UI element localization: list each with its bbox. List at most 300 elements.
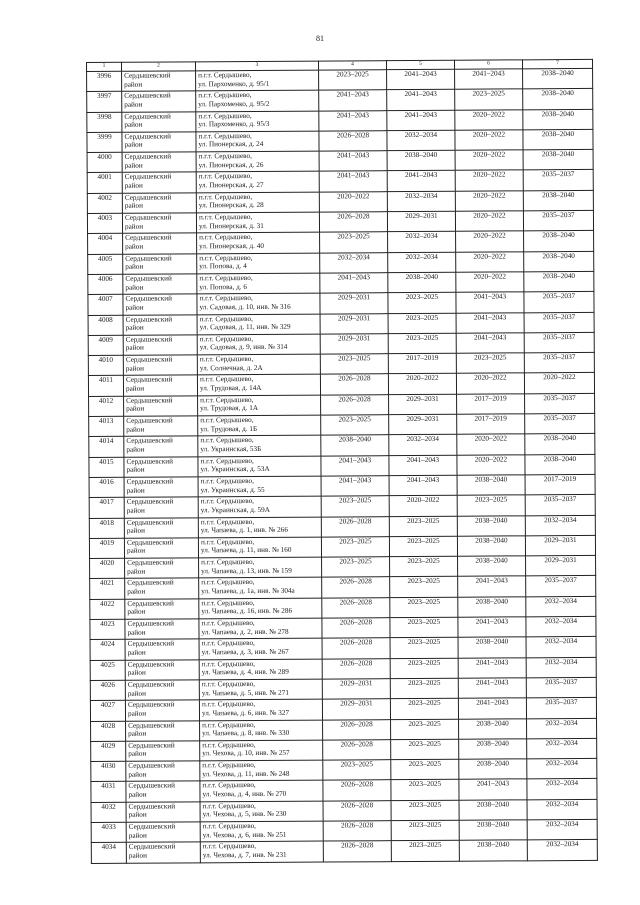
- address-street: ул. Чехова, д. 6, инв. № 251: [202, 830, 287, 839]
- district-cell: [123, 375, 197, 396]
- address-cell: [200, 801, 323, 822]
- period-cell-p4: 2026–2028: [320, 374, 388, 395]
- address-cell: [199, 557, 322, 578]
- row-number-cell: 4001: [87, 173, 122, 194]
- period-cell-p4: 2041–2043: [319, 171, 387, 192]
- period-cell-p7: 2038–2040: [523, 129, 593, 150]
- district-cell: [123, 294, 197, 315]
- period-cell-p6: 2038–2040: [458, 597, 526, 618]
- period-cell-p7: 2032–2034: [526, 616, 596, 637]
- period-cell-p5: 2023–2025: [391, 759, 459, 780]
- period-cell-p4: 2023–2025: [319, 70, 387, 91]
- address-cell: [200, 720, 323, 741]
- district-type: район: [126, 547, 146, 556]
- period-cell-p7: 2035–2037: [525, 495, 595, 516]
- page-number: 81: [316, 34, 324, 43]
- address-cell: [199, 618, 322, 639]
- column-header: 2: [122, 62, 196, 71]
- period-cell-p4: 2026–2028: [322, 658, 390, 679]
- row-number-cell: 4003: [87, 213, 122, 234]
- address-locality: п.г.т. Сердышево,: [201, 659, 255, 668]
- district-type: район: [125, 303, 144, 312]
- address-cell: [200, 821, 323, 842]
- district-cell: [123, 274, 197, 295]
- period-cell-p5: 2023–2025: [391, 739, 459, 760]
- period-cell-p7: 2017–2019: [525, 474, 595, 495]
- table-body: [87, 68, 598, 863]
- row-number-cell: 4022: [90, 599, 125, 620]
- address-locality: п.г.т. Сердышево,: [198, 131, 252, 141]
- column-header: 1: [87, 62, 122, 71]
- district-type: район: [128, 831, 147, 840]
- period-cell-p5: 2020–2022: [388, 374, 456, 395]
- address-cell: [200, 740, 323, 761]
- column-header: 7: [522, 59, 592, 68]
- period-cell-p7: 2038–2040: [525, 454, 595, 475]
- address-locality: п.г.т. Сердышево,: [202, 761, 256, 770]
- row-number-cell: 4026: [90, 680, 125, 701]
- district-name: Сердышевский: [128, 741, 175, 750]
- period-cell-p6: 2020–2022: [457, 454, 525, 475]
- district-name: Сердышевский: [125, 315, 173, 324]
- period-cell-p7: 2035–2037: [526, 576, 596, 597]
- period-cell-p7: 2035–2037: [523, 210, 593, 231]
- address-cell: [198, 415, 321, 436]
- period-cell-p6: 2038–2040: [459, 739, 527, 760]
- address-cell: [199, 699, 322, 720]
- period-cell-p6: 2023–2025: [456, 353, 524, 374]
- district-cell: [126, 842, 200, 863]
- district-type: район: [127, 587, 146, 596]
- address-street: ул. Чехова, д. 10, инв. № 257: [202, 749, 290, 758]
- district-cell: [122, 172, 196, 193]
- district-cell: [125, 558, 199, 579]
- address-cell: [196, 70, 319, 91]
- period-cell-p7: 2032–2034: [527, 718, 597, 739]
- district-name: Сердышевский: [126, 497, 174, 506]
- row-number-cell: 4014: [89, 437, 124, 458]
- address-cell: [198, 517, 321, 538]
- period-cell-p7: 2038–2040: [523, 190, 593, 211]
- address-street: ул. Чехова, д. 4, инв. № 270: [202, 789, 287, 799]
- row-number-cell: 4018: [89, 518, 124, 539]
- period-cell-p6: 2020–2022: [455, 211, 523, 232]
- district-name: Сердышевский: [126, 396, 173, 405]
- period-cell-p5: 2023–2025: [390, 617, 458, 638]
- row-number-cell: 4030: [91, 761, 126, 782]
- district-cell: [124, 416, 198, 437]
- district-type: район: [127, 709, 147, 718]
- period-cell-p4: 2026–2028: [323, 780, 391, 801]
- row-number-cell: 3997: [87, 92, 122, 113]
- address-street: ул. Чехова, д. 11, инв. № 248: [202, 769, 290, 778]
- address-locality: п.г.т. Сердышево,: [198, 111, 252, 120]
- period-cell-p5: 2032–2034: [387, 191, 455, 212]
- period-cell-p4: 2026–2028: [319, 131, 387, 152]
- period-cell-p7: 2032–2034: [525, 515, 595, 536]
- period-cell-p7: 2035–2037: [523, 170, 593, 191]
- period-cell-p6: 2038–2040: [457, 536, 525, 557]
- address-cell: [196, 131, 319, 152]
- period-cell-p5: 2023–2025: [390, 678, 458, 699]
- address-cell: [198, 456, 321, 477]
- period-cell-p5: 2041–2043: [387, 69, 455, 90]
- address-street: ул. Чапаева, д. 8, инв. № 330: [202, 728, 290, 738]
- district-cell: [122, 132, 196, 153]
- period-cell-p4: 2026–2028: [323, 841, 391, 862]
- address-cell: [197, 232, 320, 253]
- address-locality: п.г.т. Сердышево,: [199, 314, 253, 323]
- district-type: район: [125, 344, 144, 353]
- district-name: Сердышевский: [125, 375, 173, 385]
- period-cell-p6: 2038–2040: [459, 759, 527, 780]
- period-cell-p6: 2020–2022: [455, 191, 523, 212]
- district-type: район: [125, 262, 144, 272]
- row-number-cell: 3996: [87, 71, 122, 92]
- address-street: ул. Пионерская, д. 24: [198, 140, 264, 149]
- period-cell-p4: 2041–2043: [319, 90, 387, 111]
- period-cell-p5: 2023–2025: [391, 841, 459, 862]
- address-street: ул. Пионерская, д. 40: [199, 241, 264, 251]
- period-cell-p7: 2035–2037: [526, 698, 596, 719]
- address-cell: [198, 476, 321, 497]
- period-cell-p5: 2023–2025: [388, 313, 456, 334]
- district-name: Сердышевский: [124, 132, 171, 141]
- period-cell-p4: 2026–2028: [323, 821, 391, 842]
- address-street: ул. Чапаева, д. 4, инв. № 289: [201, 667, 289, 677]
- period-cell-p5: 2023–2025: [389, 536, 457, 557]
- period-cell-p5: 2020–2022: [389, 495, 457, 516]
- row-number-cell: 4025: [90, 660, 125, 681]
- district-type: район: [125, 384, 145, 393]
- address-cell: [196, 90, 319, 111]
- district-type: район: [125, 323, 144, 332]
- row-number-cell: 4009: [88, 335, 123, 356]
- address-cell: [196, 111, 319, 132]
- district-type: район: [125, 283, 144, 292]
- period-cell-p6: 2020–2022: [456, 373, 524, 394]
- address-cell: [196, 192, 319, 213]
- row-number-cell: 3998: [87, 112, 122, 133]
- period-cell-p5: 2023–2025: [391, 800, 459, 821]
- district-cell: [124, 517, 198, 538]
- address-locality: п.г.т. Сердышево,: [201, 639, 255, 648]
- district-type: район: [127, 689, 146, 698]
- address-street: ул. Пионерская, д. 28: [198, 201, 264, 210]
- address-locality: п.г.т. Сердышево,: [199, 334, 254, 344]
- district-type: район: [128, 729, 147, 738]
- district-name: Сердышевский: [128, 720, 175, 730]
- district-name: Сердышевский: [128, 842, 176, 852]
- period-cell-p5: 2041–2043: [387, 90, 455, 111]
- period-cell-p6: 2041–2043: [458, 678, 526, 699]
- district-type: район: [127, 628, 146, 637]
- row-number-cell: 4007: [88, 295, 123, 316]
- period-cell-p5: 2023–2025: [390, 658, 458, 679]
- period-cell-p6: 2041–2043: [458, 698, 526, 719]
- address-locality: п.г.т. Сердышево,: [199, 375, 254, 384]
- address-cell: [197, 293, 320, 314]
- period-cell-p7: 2035–2037: [525, 393, 595, 414]
- district-type: район: [128, 750, 147, 759]
- period-cell-p6: 2020–2022: [455, 109, 523, 130]
- period-cell-p7: 2038–2040: [525, 434, 595, 455]
- period-cell-p6: 2041–2043: [459, 779, 527, 800]
- period-cell-p6: 2023–2025: [457, 495, 525, 516]
- row-number-cell: 4010: [88, 355, 123, 376]
- period-cell-p4: 2041–2043: [321, 455, 389, 476]
- period-cell-p5: 2023–2025: [389, 516, 457, 537]
- address-locality: п.г.т. Сердышево,: [198, 213, 253, 222]
- period-cell-p5: 2023–2025: [391, 780, 459, 801]
- address-locality: п.г.т. Сердышево,: [202, 821, 256, 831]
- address-locality: п.г.т. Сердышево,: [201, 618, 255, 628]
- address-locality: п.г.т. Сердышево,: [201, 578, 255, 587]
- period-cell-p5: 2023–2025: [390, 577, 458, 598]
- address-cell: [196, 151, 319, 172]
- period-cell-p5: 2032–2034: [387, 130, 455, 151]
- address-street: ул. Попова, д. 4: [199, 262, 247, 271]
- district-cell: [125, 680, 199, 701]
- address-street: ул. Чапаева, д. 16, инв. № 286: [201, 607, 293, 616]
- district-type: район: [124, 141, 143, 150]
- address-street: ул. Трудовая, д. 1А: [200, 404, 259, 413]
- district-cell: [126, 741, 200, 762]
- period-cell-p4: 2023–2025: [320, 232, 388, 253]
- district-name: Сердышевский: [124, 112, 171, 121]
- address-locality: п.г.т. Сердышево,: [200, 456, 254, 465]
- district-type: район: [127, 607, 146, 617]
- row-number-cell: 4031: [91, 782, 126, 803]
- district-name: Сердышевский: [127, 660, 175, 669]
- district-name: Сердышевский: [125, 254, 172, 263]
- district-cell: [123, 355, 197, 376]
- district-name: Сердышевский: [126, 477, 174, 486]
- address-street: ул. Садовая, д. 9, инв. № 314: [199, 343, 288, 352]
- address-locality: п.г.т. Сердышево,: [202, 801, 256, 810]
- district-name: Сердышевский: [124, 172, 172, 182]
- district-cell: [126, 802, 200, 823]
- district-cell: [124, 477, 198, 498]
- district-cell: [123, 314, 197, 335]
- district-cell: [122, 193, 196, 214]
- period-cell-p5: 2041–2043: [387, 171, 455, 192]
- period-cell-p7: 2032–2034: [527, 758, 597, 779]
- row-number-cell: 4016: [89, 477, 124, 498]
- period-cell-p4: 2020–2022: [319, 191, 387, 212]
- period-cell-p7: 2038–2040: [524, 251, 594, 272]
- period-cell-p5: 2023–2025: [390, 556, 458, 577]
- period-cell-p7: 2038–2040: [523, 150, 593, 171]
- address-locality: п.г.т. Сердышево,: [202, 781, 256, 790]
- period-cell-p5: 2041–2043: [389, 475, 457, 496]
- period-cell-p4: 2041–2043: [320, 273, 388, 294]
- district-name: Сердышевский: [127, 619, 174, 628]
- district-type: район: [126, 404, 145, 414]
- period-cell-p7: 2032–2034: [527, 799, 597, 820]
- district-type: район: [125, 364, 144, 373]
- district-type: район: [128, 851, 147, 860]
- period-cell-p6: 2020–2022: [457, 434, 525, 455]
- address-cell: [200, 760, 323, 781]
- row-number-cell: 4011: [88, 376, 123, 397]
- period-cell-p4: 2029–2031: [320, 293, 388, 314]
- address-cell: [199, 577, 322, 598]
- address-street: ул. Пархоменко, д. 95/2: [198, 99, 270, 109]
- period-cell-p4: 2029–2031: [322, 679, 390, 700]
- district-type: район: [127, 668, 146, 677]
- district-cell: [126, 761, 200, 782]
- district-type: район: [124, 161, 143, 170]
- period-cell-p7: 2035–2037: [524, 332, 594, 353]
- district-name: Сердышевский: [125, 294, 172, 304]
- address-street: ул. Чапаева, д. 11, инв. № 160: [200, 546, 292, 555]
- row-number-cell: 4002: [87, 193, 122, 214]
- period-cell-p4: 2023–2025: [321, 496, 389, 517]
- district-cell: [124, 436, 198, 457]
- column-header: 4: [318, 61, 386, 70]
- period-cell-p4: 2023–2025: [321, 536, 389, 557]
- period-cell-p5: 2023–2025: [390, 597, 458, 618]
- district-cell: [125, 619, 199, 640]
- address-street: ул. Пионерская, д. 27: [198, 180, 264, 190]
- address-locality: п.г.т. Сердышево,: [200, 436, 254, 445]
- period-cell-p4: 2029–2031: [320, 313, 388, 334]
- address-locality: п.г.т. Сердышево,: [201, 700, 256, 709]
- period-cell-p5: 2032–2034: [388, 232, 456, 253]
- row-number-cell: 4017: [89, 498, 124, 519]
- period-cell-p7: 2035–2037: [524, 353, 594, 374]
- address-cell: [198, 496, 321, 517]
- address-street: ул. Украинская, д. 53А: [200, 465, 270, 474]
- table-row: [91, 840, 597, 863]
- period-cell-p4: 2041–2043: [321, 476, 389, 497]
- address-street: ул. Пархоменко, д. 95/1: [198, 79, 270, 88]
- address-street: ул. Пионерская, д. 31: [198, 221, 264, 230]
- district-cell: [125, 659, 199, 680]
- period-cell-p7: 2038–2040: [523, 68, 593, 89]
- address-street: ул. Чапаева, д. 6, инв. № 327: [201, 708, 290, 718]
- period-cell-p4: 2026–2028: [323, 800, 391, 821]
- district-cell: [124, 456, 198, 477]
- district-cell: [125, 639, 199, 660]
- period-cell-p4: 2026–2028: [323, 719, 391, 740]
- period-cell-p6: 2038–2040: [457, 475, 525, 496]
- row-number-cell: 4008: [88, 315, 123, 336]
- period-cell-p7: 2038–2040: [523, 109, 593, 130]
- period-cell-p6: 2020–2022: [456, 252, 524, 273]
- district-name: Сердышевский: [124, 193, 172, 202]
- period-cell-p6: 2017–2019: [457, 394, 525, 415]
- district-type: район: [126, 526, 145, 535]
- row-number-cell: 4029: [91, 741, 126, 762]
- period-cell-p7: 2038–2040: [524, 231, 594, 252]
- address-street: ул. Пионерская, д. 26: [198, 160, 264, 170]
- district-cell: [123, 233, 197, 254]
- district-name: Сердышевский: [128, 802, 176, 811]
- address-cell: [200, 841, 323, 862]
- address-street: ул. Трудовая, д. 14А: [199, 383, 262, 393]
- period-cell-p4: 2026–2028: [319, 212, 387, 233]
- district-cell: [126, 720, 200, 741]
- period-cell-p7: 2038–2040: [524, 271, 594, 292]
- address-locality: п.г.т. Сердышево,: [200, 395, 254, 405]
- address-cell: [199, 638, 322, 659]
- address-cell: [198, 395, 321, 416]
- district-name: Сердышевский: [127, 599, 174, 608]
- district-name: Сердышевский: [125, 355, 173, 364]
- district-cell: [125, 578, 199, 599]
- period-cell-p5: 2029–2031: [389, 394, 457, 415]
- period-cell-p7: 2032–2034: [526, 596, 596, 617]
- address-locality: п.г.т. Сердышево,: [200, 416, 254, 425]
- period-cell-p6: 2041–2043: [458, 617, 526, 638]
- address-cell: [198, 537, 321, 558]
- period-cell-p4: 2032–2034: [320, 252, 388, 273]
- housing-repair-schedule-table: [86, 59, 598, 864]
- address-street: ул. Чапаева, д. 1а, инв. № 304а: [201, 586, 295, 596]
- district-name: Сердышевский: [128, 822, 176, 831]
- period-cell-p7: 2029–2031: [525, 535, 595, 556]
- address-locality: п.г.т. Сердышево,: [199, 233, 253, 242]
- row-number-cell: 4000: [87, 152, 122, 173]
- period-cell-p4: 2029–2031: [320, 334, 388, 355]
- address-cell: [199, 679, 322, 700]
- period-cell-p6: 2038–2040: [459, 800, 527, 821]
- period-cell-p6: 2020–2022: [455, 170, 523, 191]
- district-cell: [125, 700, 199, 721]
- period-cell-p5: 2029–2031: [389, 414, 457, 435]
- period-cell-p5: 2041–2043: [389, 455, 457, 476]
- address-cell: [197, 314, 320, 335]
- address-street: ул. Садовая, д. 11, инв. № 329: [199, 322, 291, 332]
- district-cell: [123, 253, 197, 274]
- district-name: Сердышевский: [127, 680, 175, 689]
- address-street: ул. Чехова, д. 7, инв. № 231: [202, 850, 287, 860]
- address-cell: [199, 598, 322, 619]
- district-type: район: [126, 486, 145, 495]
- district-type: район: [127, 567, 146, 576]
- district-name: Сердышевский: [125, 233, 172, 243]
- period-cell-p5: 2023–2025: [390, 698, 458, 719]
- period-cell-p5: 2023–2025: [388, 293, 456, 314]
- period-cell-p7: 2035–2037: [525, 413, 595, 434]
- period-cell-p4: 2023–2025: [320, 354, 388, 375]
- address-locality: п.г.т. Сердышево,: [199, 253, 253, 262]
- address-cell: [200, 780, 323, 801]
- period-cell-p4: 2041–2043: [319, 110, 387, 131]
- period-cell-p7: 2032–2034: [526, 637, 596, 658]
- district-name: Сердышевский: [127, 639, 175, 649]
- period-cell-p4: 2029–2031: [322, 699, 390, 720]
- address-locality: п.г.т. Сердышево,: [200, 497, 255, 506]
- district-type: район: [128, 810, 147, 820]
- row-number-cell: 4015: [89, 457, 124, 478]
- address-street: ул. Садовая, д. 10, инв. № 316: [199, 302, 291, 312]
- district-type: район: [124, 181, 143, 190]
- period-cell-p7: 2029–2031: [526, 556, 596, 577]
- district-type: район: [124, 120, 143, 129]
- address-street: ул. Трудовая, д. 1Б: [200, 424, 258, 433]
- address-locality: п.г.т. Сердышево,: [198, 91, 252, 100]
- column-header: 6: [454, 60, 522, 69]
- address-locality: п.г.т. Сердышево,: [199, 355, 254, 364]
- district-name: Сердышевский: [127, 578, 174, 588]
- row-number-cell: 4023: [90, 619, 125, 640]
- period-cell-p6: 2020–2022: [455, 130, 523, 151]
- address-locality: п.г.т. Сердышево,: [200, 476, 254, 486]
- period-cell-p7: 2032–2034: [527, 840, 597, 861]
